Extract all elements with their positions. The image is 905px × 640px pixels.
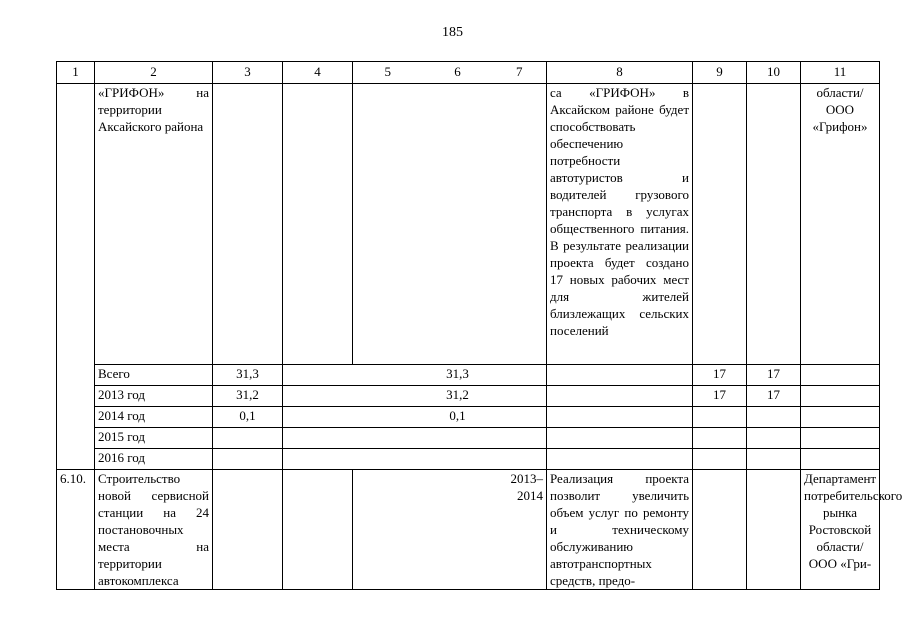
col-number: 7 [493,62,547,84]
finance-row [57,449,880,470]
measure-result: са «ГРИФОН» в Аксайском районе будет способствовать обеспечению потребности автотуристов и водителей грузового транспорта в услугах общественного питания. В результате реализации проекта будет создано 17 новых рабочих мест для жителей близлежащих сельских поселений [547,84,693,365]
cell [283,365,353,386]
cell [693,470,747,590]
cell [423,470,493,590]
jobs-value [747,407,801,428]
cell [353,449,423,470]
column-numbers-row [57,62,880,84]
finance-label: 2014 год [95,407,213,428]
col-number: 9 [693,62,747,84]
measure-executor: Департамент потребительского рынка Ростовской области/ ООО «Гри- [801,470,880,590]
cell [493,386,547,407]
cell [747,470,801,590]
measure-name: Строительство новой сервисной станции на 24 постановочных места на территории автокомплекса [95,470,213,590]
jobs-value [693,407,747,428]
cell [283,470,353,590]
measure-row-6-10 [57,470,880,590]
col-number: 1 [57,62,95,84]
cell [547,407,693,428]
cell [547,428,693,449]
page-number: 185 [442,25,463,40]
finance-total: 0,1 [213,407,283,428]
jobs-value [747,449,801,470]
cell [353,386,423,407]
cell [801,407,880,428]
finance-total: 31,2 [213,386,283,407]
finance-label: 2016 год [95,449,213,470]
cell [283,407,353,428]
cell [693,84,747,365]
measure-number-cell [57,84,95,365]
jobs-value [747,428,801,449]
finance-extrabudget: 0,1 [423,407,493,428]
finance-row [57,365,880,386]
col-number: 10 [747,62,801,84]
finance-label: Всего [95,365,213,386]
cell [213,470,283,590]
cell [493,449,547,470]
jobs-value: 17 [747,386,801,407]
cell [747,84,801,365]
finance-total [213,428,283,449]
cell [493,428,547,449]
cell [423,84,493,365]
cell [283,84,353,365]
col-number: 2 [95,62,213,84]
col-number: 11 [801,62,880,84]
cell [547,365,693,386]
measure-number-cell [57,407,95,428]
col-number: 4 [283,62,353,84]
col-number: 8 [547,62,693,84]
cell [801,365,880,386]
finance-total [213,449,283,470]
cell [547,386,693,407]
cell [801,428,880,449]
finance-extrabudget [423,428,493,449]
col-number: 6 [423,62,493,84]
finance-extrabudget: 31,3 [423,365,493,386]
cell [547,449,693,470]
cell [493,84,547,365]
finance-total: 31,3 [213,365,283,386]
measure-period: 2013–2014 [493,470,547,590]
finance-extrabudget: 31,2 [423,386,493,407]
continued-measure-row [57,84,880,365]
cell [353,470,423,590]
cell [353,84,423,365]
jobs-value [693,449,747,470]
measure-executor: области/ ООО «Грифон» [801,84,880,365]
cell [801,449,880,470]
col-number: 5 [353,62,423,84]
measure-number-cell [57,386,95,407]
cell [493,407,547,428]
jobs-value [693,428,747,449]
col-number: 3 [213,62,283,84]
cell [213,84,283,365]
finance-row [57,428,880,449]
measure-number-cell [57,449,95,470]
finance-extrabudget [423,449,493,470]
measure-number-cell [57,428,95,449]
cell [493,365,547,386]
cell [353,365,423,386]
measure-name: «ГРИФОН» на территории Аксайского района [95,84,213,365]
finance-row [57,407,880,428]
cell [283,449,353,470]
measure-result: Реализация проекта позволит увеличить объем услуг по ремонту и техническому обслуживанию автотранспортных средств, предо- [547,470,693,590]
finance-label: 2013 год [95,386,213,407]
measures-table [56,61,903,590]
jobs-value: 17 [747,365,801,386]
cell [353,428,423,449]
finance-row [57,386,880,407]
measure-number-cell [57,365,95,386]
cell [283,428,353,449]
jobs-value: 17 [693,365,747,386]
cell [353,407,423,428]
finance-label: 2015 год [95,428,213,449]
jobs-value: 17 [693,386,747,407]
measure-number: 6.10. [57,470,95,590]
cell [283,386,353,407]
cell [801,386,880,407]
